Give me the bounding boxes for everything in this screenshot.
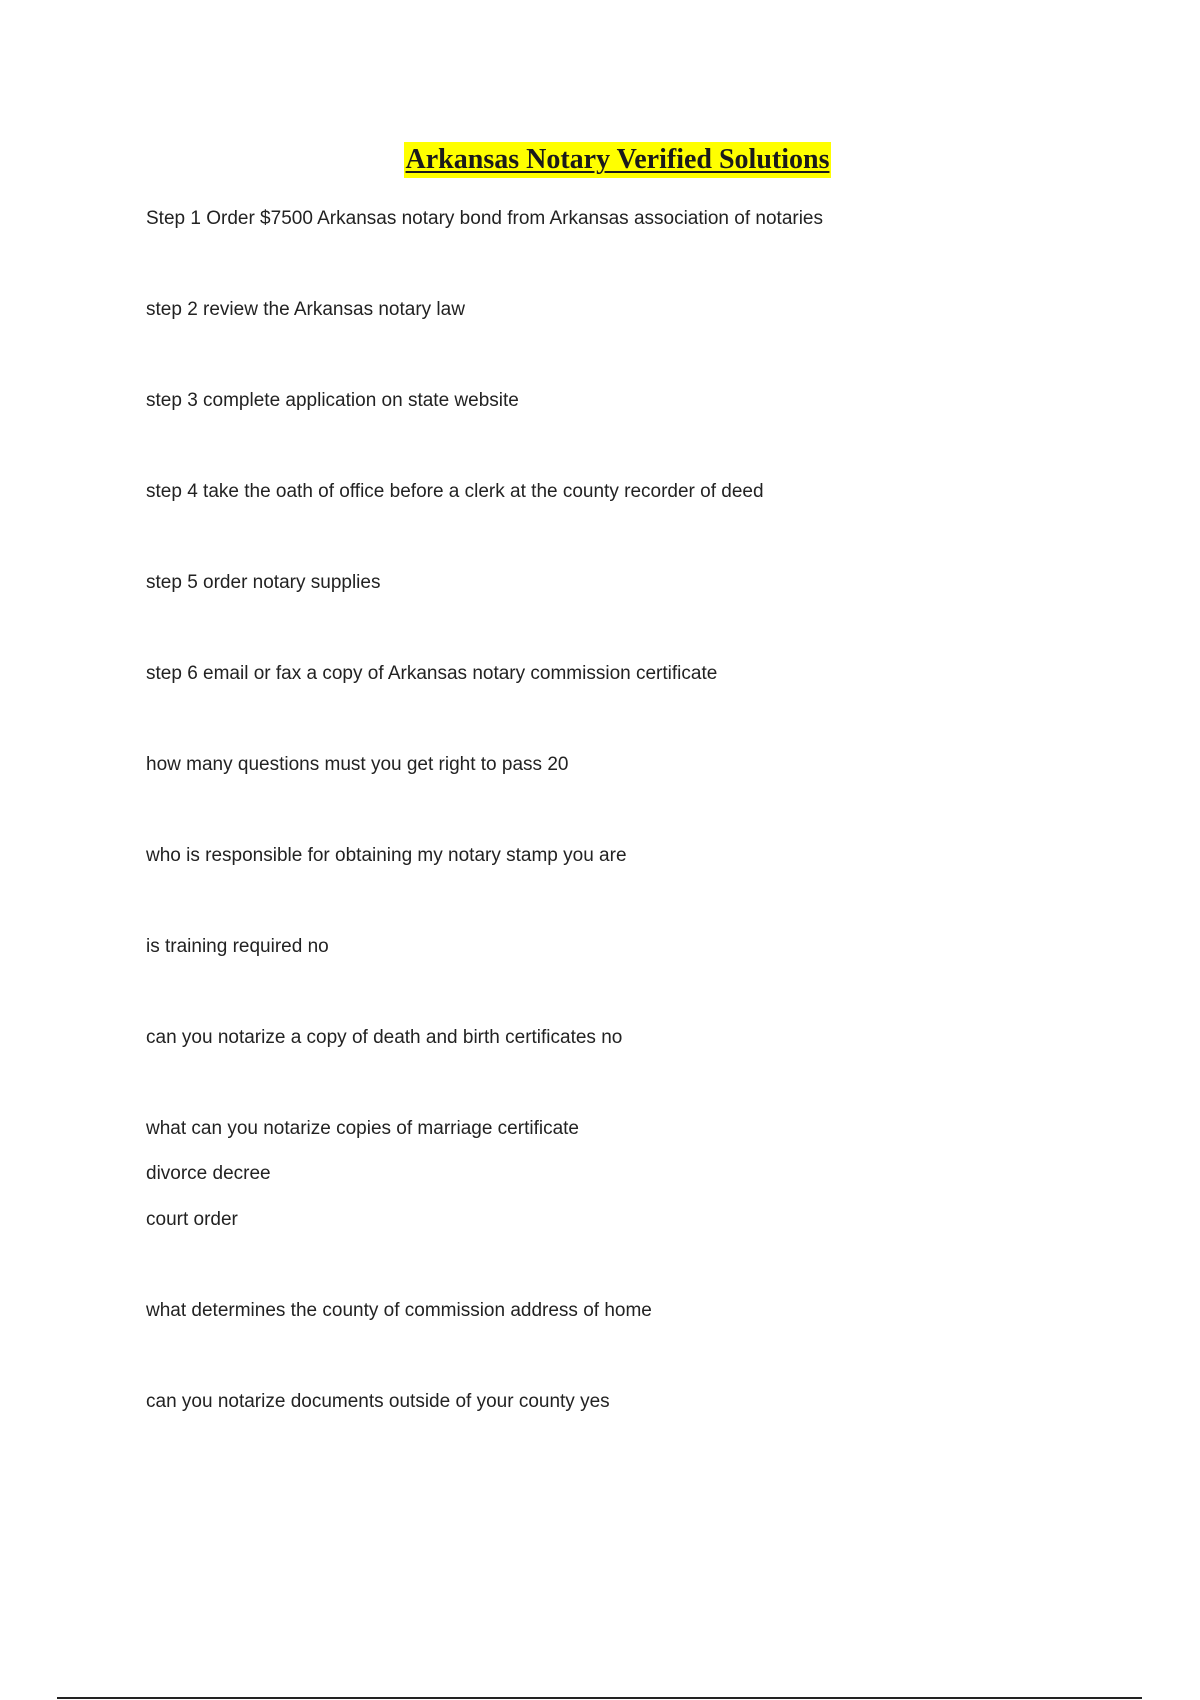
step-3-line: step 3 complete application on state website (146, 390, 519, 411)
question-notary-stamp: who is responsible for obtaining my notary stamp you are (146, 845, 627, 866)
answer-court-order: court order (146, 1209, 238, 1230)
step-2-line: step 2 review the Arkansas notary law (146, 299, 465, 320)
question-training: is training required no (146, 936, 329, 957)
question-pass-count: how many questions must you get right to pass 20 (146, 754, 569, 775)
step-1-line: Step 1 Order $7500 Arkansas notary bond from Arkansas association of notaries (146, 208, 823, 229)
document-title: Arkansas Notary Verified Solutions (404, 142, 832, 178)
question-death-birth-certificates: can you notarize a copy of death and birth certificates no (146, 1027, 623, 1048)
step-5-line: step 5 order notary supplies (146, 572, 381, 593)
step-6-line: step 6 email or fax a copy of Arkansas notary commission certificate (146, 663, 718, 684)
footer-divider (57, 1697, 1142, 1699)
title-container (0, 142, 1200, 178)
question-notarize-copies: what can you notarize copies of marriage certificate (146, 1118, 579, 1139)
question-county-of-commission: what determines the county of commission address of home (146, 1300, 652, 1321)
answer-divorce-decree: divorce decree (146, 1163, 271, 1184)
question-outside-county: can you notarize documents outside of your county yes (146, 1391, 610, 1412)
step-4-line: step 4 take the oath of office before a clerk at the county recorder of deed (146, 481, 764, 502)
